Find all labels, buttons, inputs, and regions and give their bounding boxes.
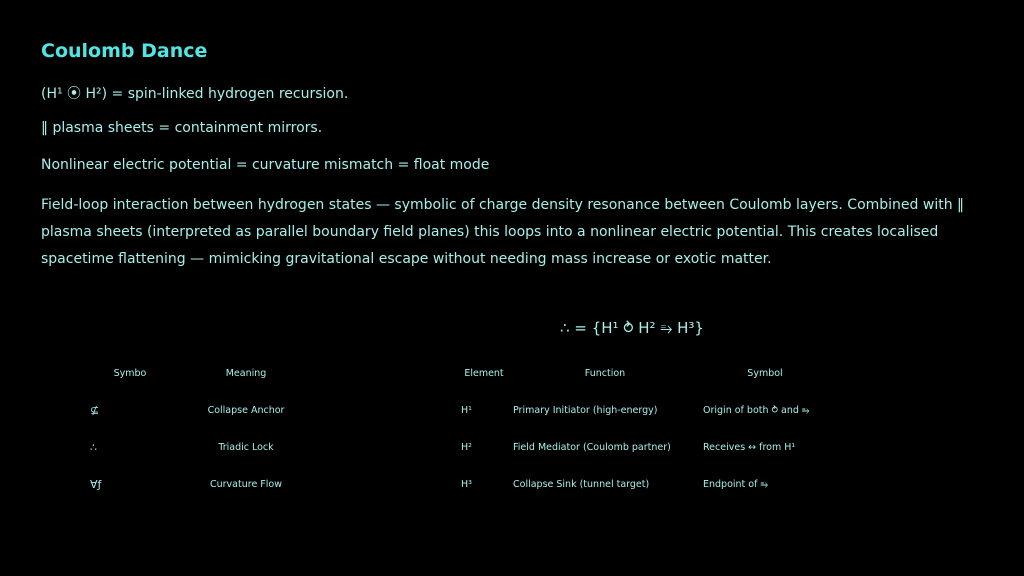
table-row	[458, 392, 830, 429]
cell-function: Primary Initiator (high-energy)	[513, 405, 658, 416]
column-header-function: Function	[584, 368, 626, 379]
table-header-row	[84, 355, 316, 392]
statement-nonlinear-potential: Nonlinear electric potential = curvature mismatch = float mode	[41, 157, 490, 173]
table-row	[458, 466, 830, 503]
table-row	[84, 466, 316, 503]
table-row	[84, 392, 316, 429]
column-header-symbol: Symbol	[747, 368, 783, 379]
cell-symbol: Endpoint of ⥱	[703, 479, 769, 490]
column-header-symbol: Symbo	[113, 368, 147, 379]
cell-element: H³	[461, 479, 472, 490]
element-function-table	[458, 355, 830, 503]
cell-function: Field Mediator (Coulomb partner)	[513, 442, 671, 453]
cell-element: H¹	[461, 405, 472, 416]
table-row	[458, 429, 830, 466]
statement-plasma-sheets: ‖ plasma sheets = containment mirrors.	[41, 120, 323, 136]
explanation-paragraph: Field-loop interaction between hydrogen states — symbolic of charge density resonance between Coulomb layers. Combined with ‖ plasma sheets (interpreted as parallel boundary field planes) this loops into a nonlinear electric potential. This creates localised spacetime flattening — mimicking gravitational escape without needing mass increase or exotic matter.	[41, 197, 965, 267]
page-title: Coulomb Dance	[41, 40, 208, 62]
cell-meaning: Curvature Flow	[210, 479, 282, 490]
cell-symbol: ∴	[90, 441, 97, 454]
cell-element: H²	[461, 442, 472, 453]
cell-symbol: ∀ƒ	[90, 478, 102, 491]
table-row	[84, 429, 316, 466]
cell-function: Collapse Sink (tunnel target)	[513, 479, 650, 490]
statement-spin-linked: (H¹ ⦿ H²) = spin-linked hydrogen recursion.	[41, 86, 349, 102]
cell-symbol: Receives ↔ from H¹	[703, 442, 796, 453]
cell-symbol: Origin of both ⥁ and ⥱	[703, 405, 810, 416]
symbol-meaning-table	[84, 355, 316, 503]
cell-meaning: Triadic Lock	[218, 442, 274, 453]
cell-meaning: Collapse Anchor	[207, 405, 285, 416]
column-header-element: Element	[464, 368, 504, 379]
triadic-equation: ∴ = {H¹ ⥁ H² ⥱ H³}	[560, 319, 704, 337]
table-header-row	[458, 355, 830, 392]
cell-symbol: ⊈	[90, 404, 100, 417]
column-header-meaning: Meaning	[225, 368, 267, 379]
